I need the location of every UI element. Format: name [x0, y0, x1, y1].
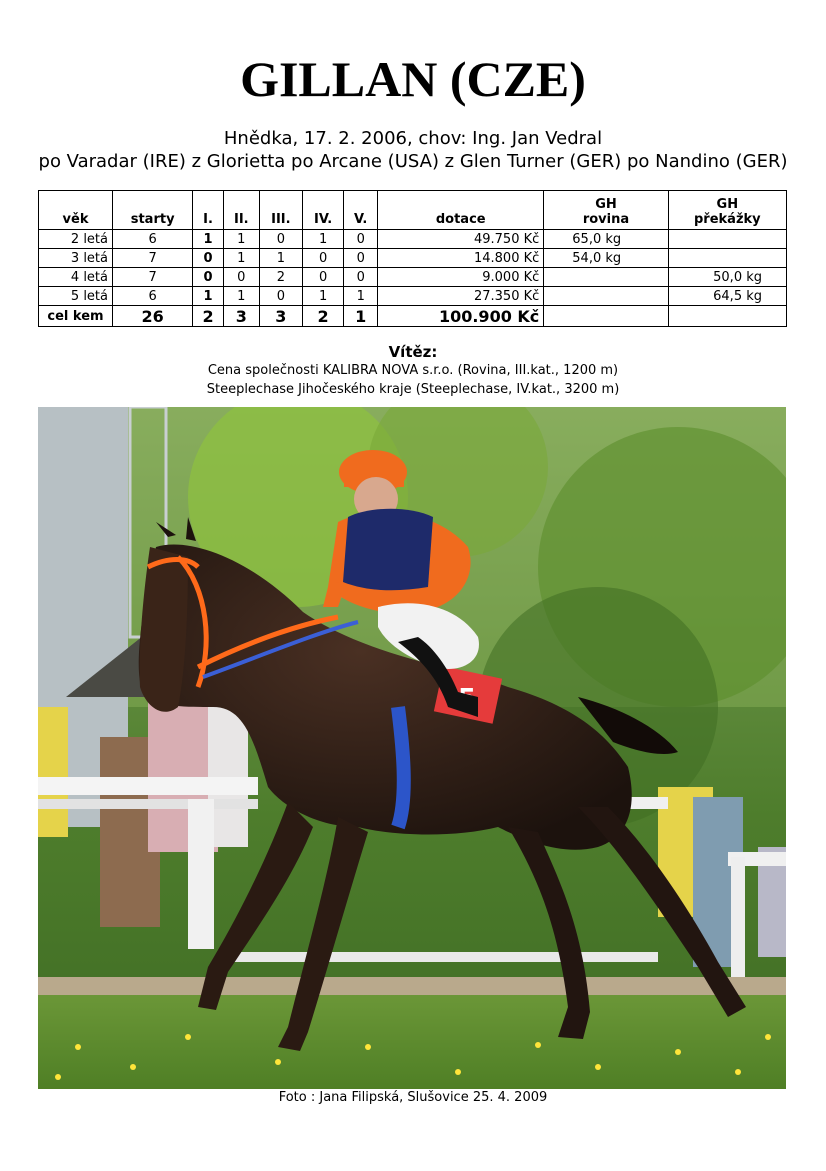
header-money: dotace [378, 191, 544, 230]
table-row [39, 230, 787, 249]
header-place-1: I. [193, 191, 224, 230]
cell-money: 14.800 Kč [378, 249, 544, 268]
header-place-3: III. [259, 191, 302, 230]
table-row [39, 268, 787, 287]
cell-money: 100.900 Kč [378, 306, 544, 327]
cell-place-5: 1 [344, 306, 378, 327]
header-gh-flat [544, 191, 668, 230]
cell-age: cel kem [39, 306, 113, 327]
cell-age: 2 letá [39, 230, 113, 249]
winner-race-1: Cena společnosti KALIBRA NOVA s.r.o. (Rovina, III.kat., 1200 m) [207, 363, 619, 378]
horse-photo [38, 407, 786, 1089]
cell-gh-flat [544, 306, 668, 327]
cell-age: 4 letá [39, 268, 113, 287]
header-age: věk [39, 191, 113, 230]
cell-place-4: 1 [302, 230, 343, 249]
cell-starts: 26 [113, 306, 193, 327]
cell-place-5: 1 [344, 287, 378, 306]
cell-place-1: 2 [193, 306, 224, 327]
header-place-4: IV. [302, 191, 343, 230]
cell-place-3: 3 [259, 306, 302, 327]
cell-starts: 6 [113, 287, 193, 306]
cell-age: 5 letá [39, 287, 113, 306]
cell-gh-flat: 54,0 kg [544, 249, 668, 268]
pedigree-line: po Varadar (IRE) z Glorietta po Arcane (USA) z Glen Turner (GER) po Nandino (GER) [38, 151, 788, 172]
cell-place-3: 2 [259, 268, 302, 287]
grass-track [38, 977, 786, 1089]
cell-place-2: 1 [223, 249, 259, 268]
cell-age: 3 letá [39, 249, 113, 268]
cell-money: 27.350 Kč [378, 287, 544, 306]
table-row [39, 249, 787, 268]
page-title: GILLAN (CZE) [240, 51, 586, 107]
cell-gh-jump [668, 306, 786, 327]
winner-heading: Vítěz: [388, 343, 438, 361]
cell-gh-jump: 50,0 kg [668, 268, 786, 287]
cell-place-3: 0 [259, 230, 302, 249]
header-gh-jump [668, 191, 786, 230]
cell-place-4: 0 [302, 249, 343, 268]
cell-gh-jump [668, 249, 786, 268]
cell-place-4: 0 [302, 268, 343, 287]
table-row [39, 287, 787, 306]
photo-caption: Foto : Jana Filipská, Slušovice 25. 4. 2009 [278, 1090, 548, 1105]
header-gh-jump-line2: překážky [694, 212, 761, 227]
cell-place-4: 2 [302, 306, 343, 327]
cell-place-2: 3 [223, 306, 259, 327]
header-place-2: II. [223, 191, 259, 230]
cell-starts: 7 [113, 268, 193, 287]
cell-gh-jump [668, 230, 786, 249]
table-header-row [39, 191, 787, 230]
cell-starts: 6 [113, 230, 193, 249]
cell-place-2: 0 [223, 268, 259, 287]
cell-money: 49.750 Kč [378, 230, 544, 249]
cell-gh-flat: 65,0 kg [544, 230, 668, 249]
header-gh-flat-line2: rovina [582, 212, 630, 227]
header-gh-jump-line1: GH [716, 197, 739, 212]
cell-place-3: 1 [259, 249, 302, 268]
table-total-row [39, 306, 787, 327]
cell-gh-flat [544, 287, 668, 306]
cell-gh-jump: 64,5 kg [668, 287, 786, 306]
winner-race-2: Steeplechase Jihočeského kraje (Steeplechase, IV.kat., 3200 m) [206, 382, 620, 397]
cell-place-5: 0 [344, 268, 378, 287]
cell-place-1: 0 [193, 268, 224, 287]
cell-place-5: 0 [344, 230, 378, 249]
cell-gh-flat [544, 268, 668, 287]
cell-place-4: 1 [302, 287, 343, 306]
cell-place-2: 1 [223, 230, 259, 249]
cell-place-3: 0 [259, 287, 302, 306]
header-starts: starty [113, 191, 193, 230]
cell-place-2: 1 [223, 287, 259, 306]
birth-breeder-line: Hnědka, 17. 2. 2006, chov: Ing. Jan Vedral [223, 128, 603, 149]
header-place-5: V. [344, 191, 378, 230]
cell-starts: 7 [113, 249, 193, 268]
cell-money: 9.000 Kč [378, 268, 544, 287]
cell-place-1: 1 [193, 287, 224, 306]
cell-place-1: 0 [193, 249, 224, 268]
header-gh-flat-line1: GH [595, 197, 617, 212]
race-record-table [38, 190, 787, 327]
cell-place-1: 1 [193, 230, 224, 249]
cell-place-5: 0 [344, 249, 378, 268]
